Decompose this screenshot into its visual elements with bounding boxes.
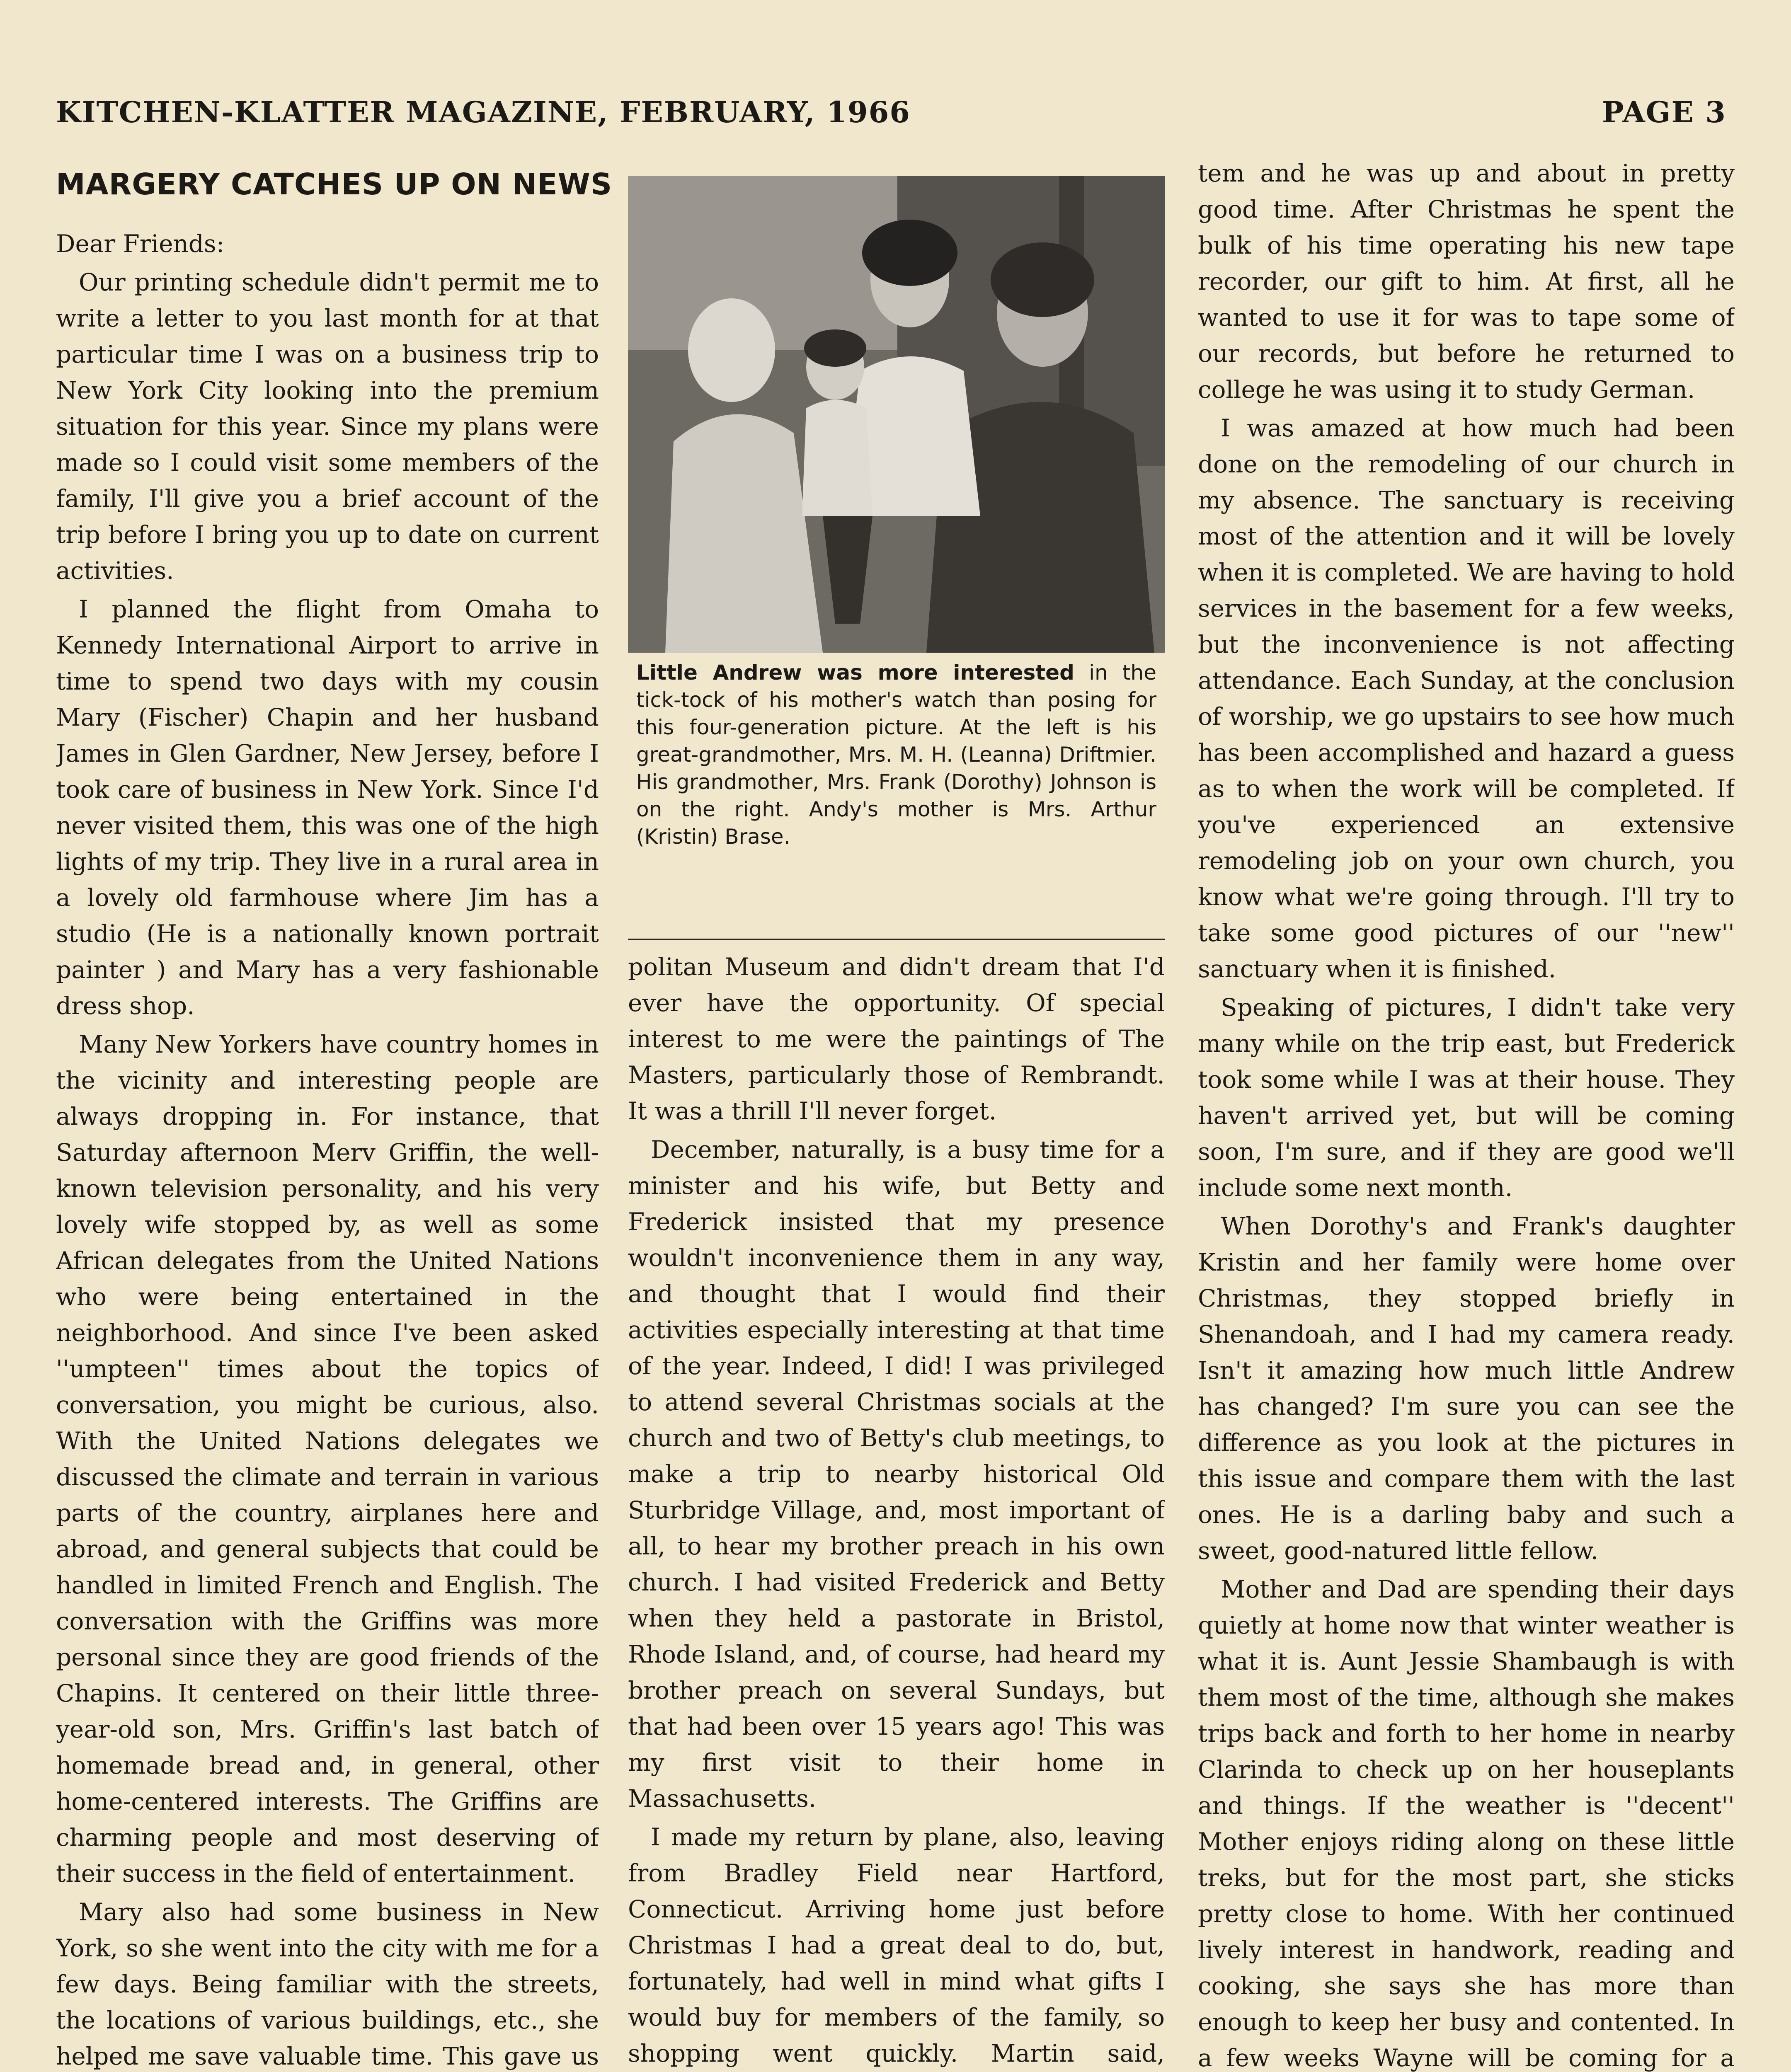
article-title: MARGERY CATCHES UP ON NEWS [56, 167, 613, 201]
paragraph: I made my return by plane, also, leaving from Bradley Field near Hartford, Connecticut. Arriving home just before Christmas I had a great deal to do, but, fortunately, had well in mind what gifts I would buy for members of the family, so shopping went quickly. Martin said, [628, 1823, 1165, 2067]
caption-text: in the tick-tock of his mother's watch than posing for this four-generation picture. At the left is his great-grandmother, Mrs. M. H. (Leanna) Driftmier. His grandmother, Mrs. Frank (Dorothy) Johnson is on the right. Andy's mother is Mrs. Arthur (Kristin) Brase. [636, 661, 1156, 849]
paragraph: Our printing schedule didn't permit me to write a letter to you last month for at that particular time I was on a business trip to New York City looking into the premium situation for this year. Since my plans were made so I could visit some members of the family, I'll give you a brief account of the trip before I bring you up to date on current activities. [56, 268, 599, 585]
paragraph: Mary also had some business in New York, so she went into the city with me for a few days. Being familiar with the streets, the locations of various buildings, etc., she helped me save valuable time. This gave us [56, 1898, 599, 2070]
paragraph: politan Museum and didn't dream that I'd ever have the opportunity. Of special interest to me were the paintings of The Masters, particularly those of Rembrandt. It was a thrill I'll never forget. [628, 953, 1165, 1125]
paragraph: Speaking of pictures, I didn't take very many while on the trip east, but Frederick took some while I was at their house. They haven't arrived yet, but will be coming soon, I'm sure, and if they are good we'll include some next month. [1198, 993, 1735, 1202]
paragraph: When Dorothy's and Frank's daughter Kristin and her family were home over Christmas, they stopped briefly in Shenandoah, and I had my camera ready. Isn't it amazing how much little Andrew has changed? I'm sure you can see the difference as you look at the pictures in this issue and compare them with the last ones. He is a darling baby and such a sweet, good-natured little fellow. [1198, 1212, 1735, 1565]
photo-illustration [628, 176, 1165, 653]
paragraph: December, naturally, is a busy time for a minister and his wife, but Betty and Frederick insisted that my presence wouldn't inconvenience them in any way, and thought that I would find their activities especially interesting at that time of the year. Indeed, I did! I was privileged to attend several Christmas socials at the church and two of Betty's club meetings, to make a trip to nearby historical Old Sturbridge Village, and, most important of all, to hear my brother preach in his own church. I had visited Frederick and Betty when they held a pastorate in Bristol, Rhode Island, and, of course, had heard my brother preach on several Sundays, but that had been over 15 years ago! This was my first visit to their home in Massachusetts. [628, 1135, 1165, 1813]
family-photo [628, 176, 1165, 653]
column-1 [56, 226, 599, 2072]
salutation: Dear Friends: [56, 230, 225, 258]
column-3 [1198, 155, 1735, 2072]
paragraph: I planned the flight from Omaha to Kennedy International Airport to arrive in time to spend two days with my cousin Mary (Fischer) Chapin and her husband James in Glen Gardner, New Jersey, before I took care of business in New York. Since I'd never visited them, this was one of the high lights of my trip. They live in a rural area in a lovely old farmhouse where Jim has a studio (He is a nationally known portrait painter ) and Mary has a very fashionable dress shop. [56, 595, 599, 1020]
column-2 [628, 949, 1165, 2072]
paragraph: Many New Yorkers have country homes in the vicinity and interesting people are always dropping in. For instance, that Saturday afternoon Merv Griffin, the well-known television personality, and his very lovely wife stopped by, as well as some African delegates from the United Nations who were being entertained in the neighborhood. And since I've been asked ''umpteen'' times about the topics of conversation, you might be curious, also. With the United Nations delegates we discussed the climate and terrain in various parts of the country, airplanes here and abroad, and general subjects that could be handled in limited French and English. The conversation with the Griffins was more personal since they are good friends of the Chapins. It centered on their little three-year-old son, Mrs. Griffin's last batch of homemade bread and, in general, other home-centered interests. The Griffins are charming people and most deserving of their success in the field of entertainment. [56, 1030, 599, 1888]
page-number: PAGE 3 [1602, 94, 1726, 129]
photo-caption [636, 659, 1156, 850]
caption-lead: Little Andrew was more interested [636, 661, 1074, 685]
caption-divider [628, 939, 1165, 940]
magazine-issue: KITCHEN-KLATTER MAGAZINE, FEBRUARY, 1966 [56, 94, 911, 129]
running-head [56, 93, 1726, 131]
paragraph: tem and he was up and about in pretty good time. After Christmas he spent the bulk of his time operating his new tape recorder, our gift to him. At first, all he wanted to use it for was to tape some of our records, but before he returned to college he was using it to study German. [1198, 159, 1735, 404]
paragraph: Mother and Dad are spending their days quietly at home now that winter weather is what it is. Aunt Jessie Shambaugh is with them most of the time, although she makes trips back and forth to her home in nearby Clarinda to check up on her houseplants and things. If the weather is ''decent'' Mother enjoys riding along on these little treks, but for the most part, she sticks pretty close to home. With her continued lively interest in handwork, reading and cooking, she says she has more than enough to keep her busy and contented. In a few weeks Wayne will be coming for a [1198, 1575, 1735, 2072]
paragraph: I was amazed at how much had been done on the remodeling of our church in my absence. The sanctuary is receiving most of the attention and it will be lovely when it is completed. We are having to hold services in the basement for a few weeks, but the inconvenience is not affecting attendance. Each Sunday, at the conclusion of worship, we go upstairs to see how much has been accomplished and hazard a guess as to when the work will be completed. If you've experienced an extensive remodeling job on your own church, you know what we're going through. I'll try to take some good pictures of our ''new'' sanctuary when it is finished. [1198, 414, 1735, 983]
